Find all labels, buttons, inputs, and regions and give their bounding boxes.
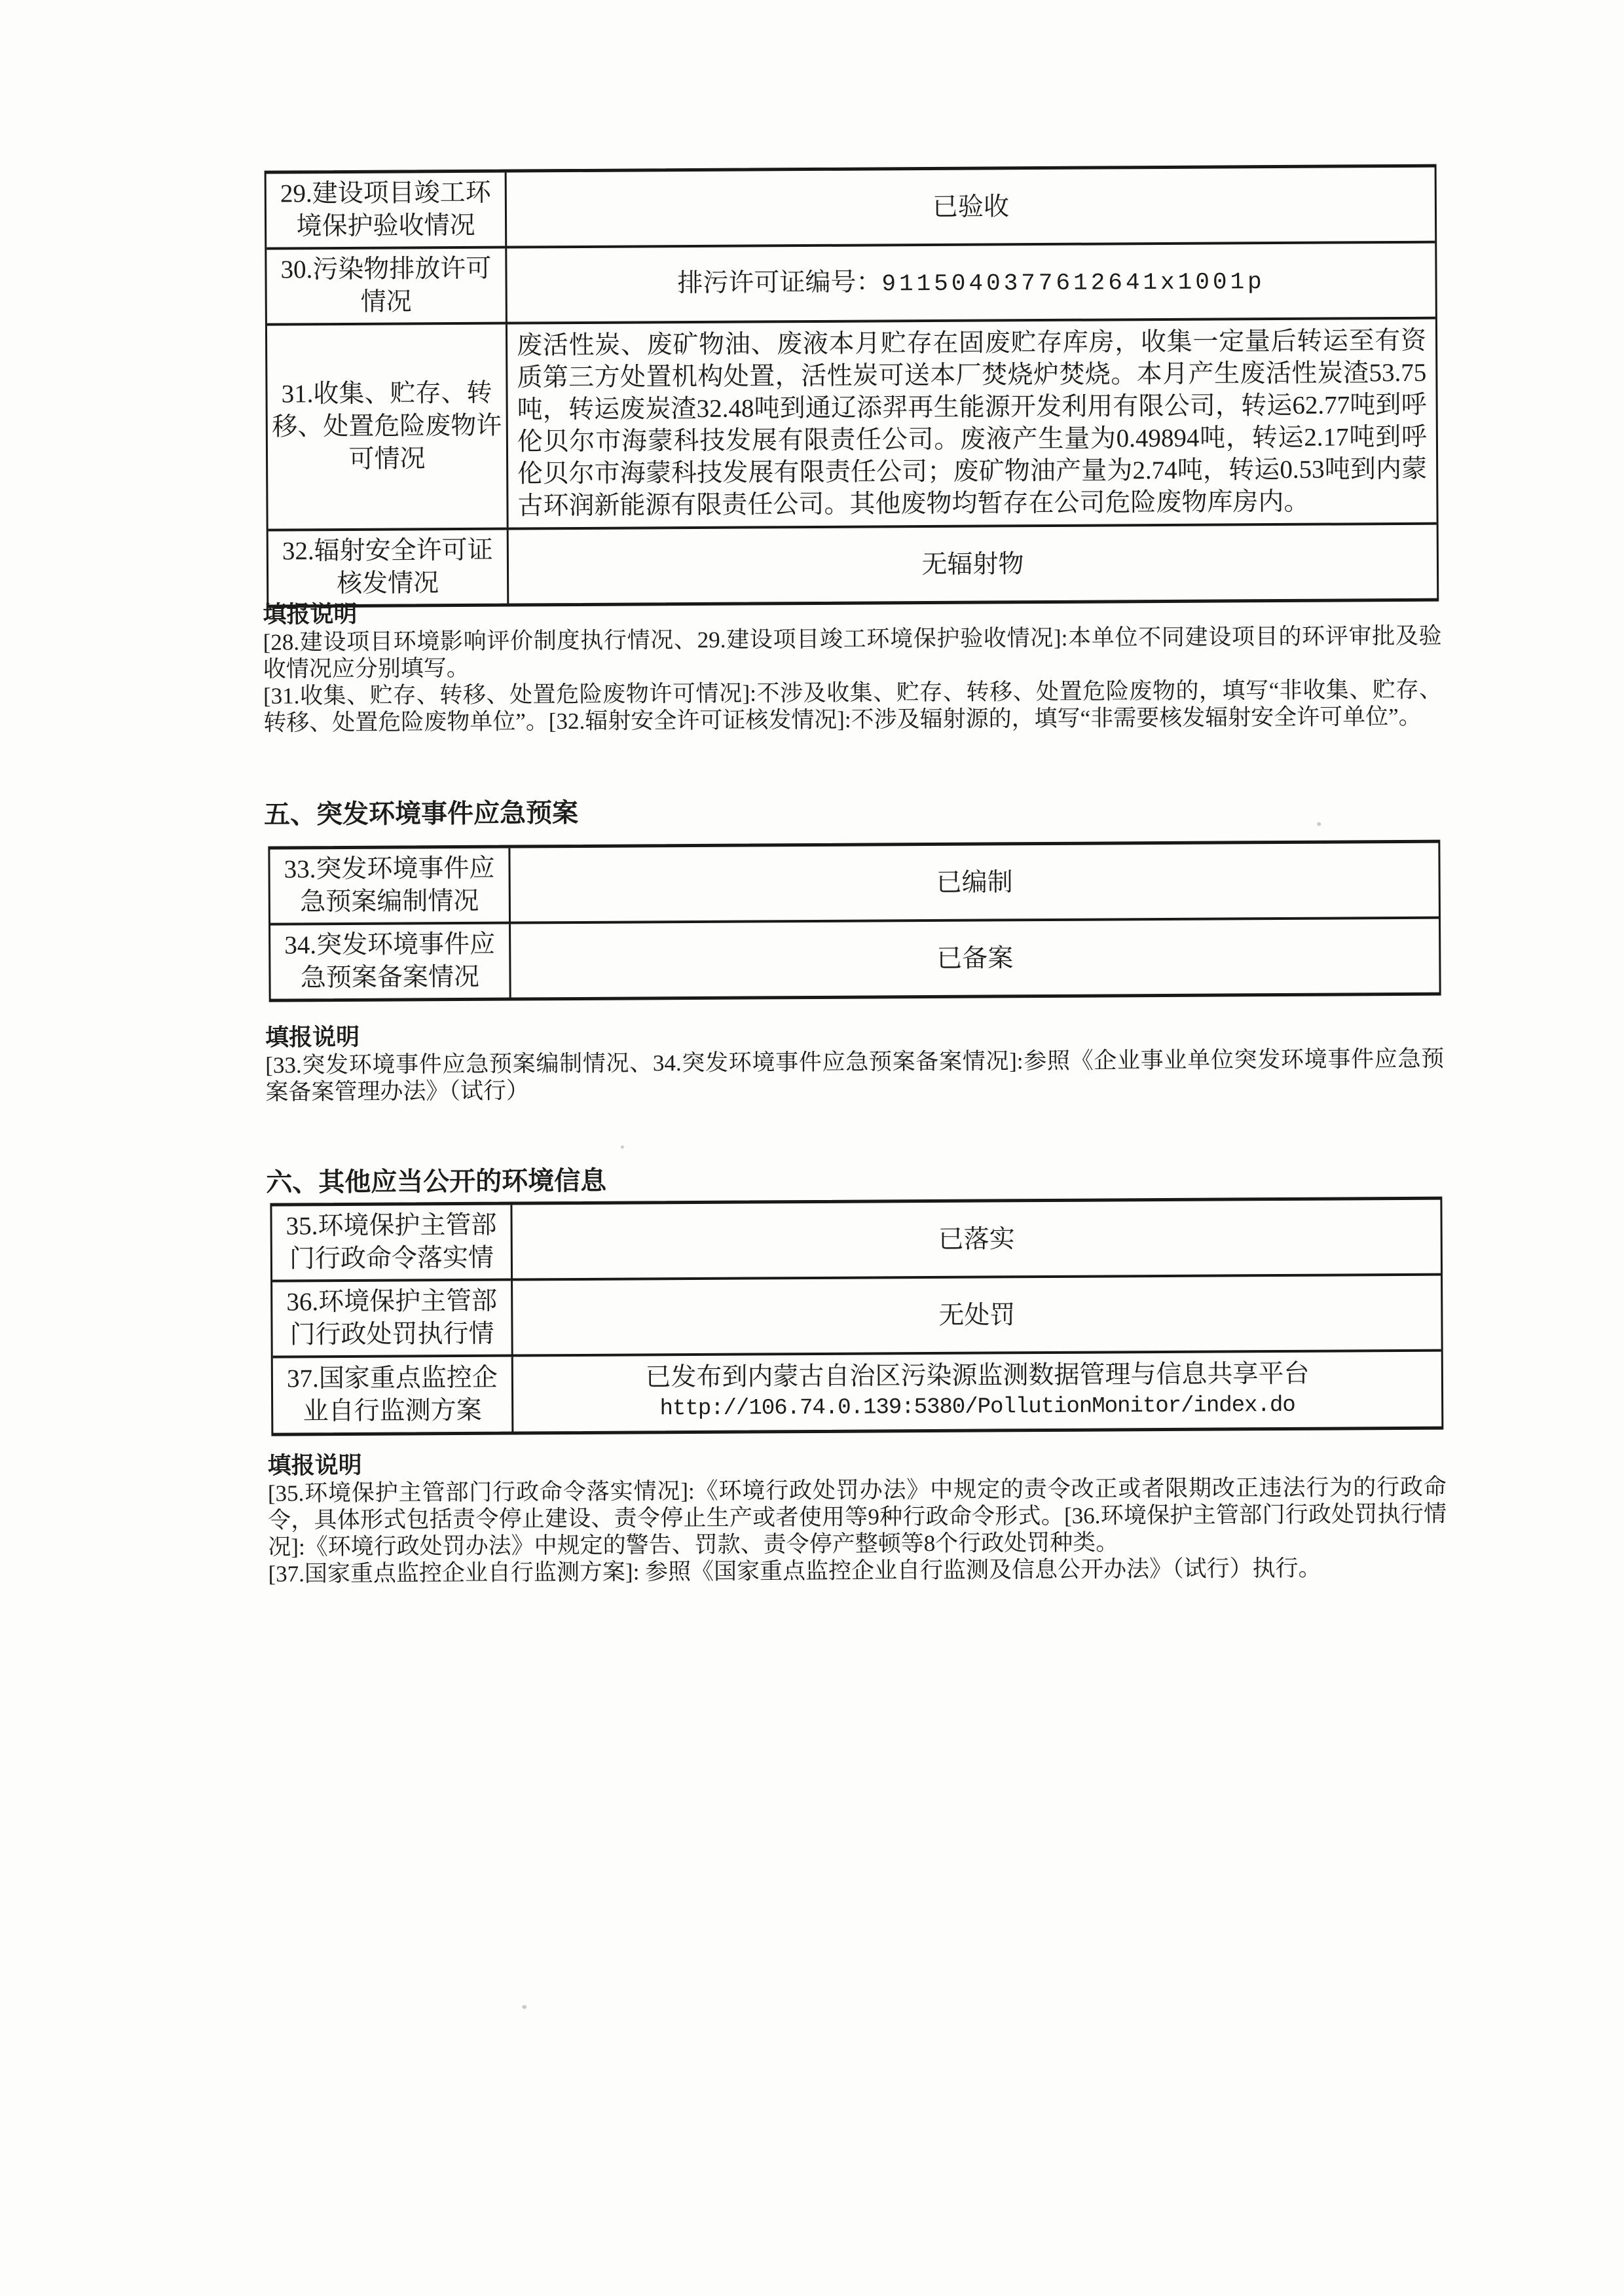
notes-2-paragraph-33-34: [33.突发环境事件应急预案编制情况、34.突发环境事件应急预案备案情况]:参照《企业事业单位突发环境事件应急预案备案管理办法》（试行） bbox=[265, 1046, 1445, 1105]
row-35-label: 35.环境保护主管部门行政命令落实情 bbox=[272, 1205, 513, 1280]
row-36-label: 36.环境保护主管部门行政处罚执行情 bbox=[272, 1281, 513, 1356]
self-monitoring-platform-text: 已发布到内蒙古自治区污染源监测数据管理与信息共享平台 bbox=[645, 1359, 1310, 1392]
row-32-label: 32.辐射安全许可证核发情况 bbox=[268, 530, 509, 605]
row-37-value bbox=[513, 1352, 1442, 1432]
row-30-label: 30.污染物排放许可情况 bbox=[267, 249, 507, 323]
other-disclosure-table bbox=[270, 1197, 1443, 1436]
table-row-32 bbox=[268, 522, 1437, 605]
notes-block-2 bbox=[265, 1017, 1445, 1106]
table-row-33 bbox=[270, 843, 1439, 923]
notes-3-paragraph-35-36: [35.环境保护主管部门行政命令落实情况]:《环境行政处罚办法》中规定的责令改正或者限期改正违法行为的行政命令，具体形式包括责令停止建设、责令停止生产或者使用等9种行政命令形式。[36.环境保护主管部门行政处罚执行情况]:《环境行政处罚办法》中规定的警告、罚款、责令停产整顿等8个行政处罚种类。 bbox=[267, 1474, 1447, 1560]
section-5-heading: 五、突发环境事件应急预案 bbox=[263, 797, 579, 829]
row-34-value: 已备案 bbox=[936, 943, 1014, 973]
notes-3-paragraph-37: [37.国家重点监控企业自行监测方案]: 参照《国家重点监控企业自行监测及信息公开办法》（试行）执行。 bbox=[268, 1555, 1321, 1587]
row-36-value: 无处罚 bbox=[938, 1300, 1016, 1330]
table-row-29 bbox=[267, 168, 1435, 247]
row-33-value: 已编制 bbox=[936, 867, 1013, 897]
notes-block-3 bbox=[268, 1445, 1447, 1588]
row-29-value: 已验收 bbox=[932, 192, 1010, 221]
row-33-label: 33.突发环境事件应急预案编制情况 bbox=[270, 848, 511, 923]
table-row-37 bbox=[273, 1349, 1442, 1433]
notes-1-paragraph-28-29: [28.建设项目环境影响评价制度执行情况、29.建设项目竣工环境保护验收情况]:本单位不同建设项目的环评审批及验收情况应分别填写。 bbox=[263, 623, 1442, 682]
notes-3-title: 填报说明 bbox=[267, 1451, 362, 1479]
row-30-value bbox=[507, 244, 1435, 322]
table-row-34 bbox=[270, 917, 1439, 999]
row-32-value: 无辐射物 bbox=[921, 549, 1024, 579]
permit-number-code: 9115040377612641x1001p bbox=[881, 268, 1265, 298]
table-row-30 bbox=[267, 241, 1435, 323]
scan-speck bbox=[522, 2005, 526, 2009]
row-29-label: 29.建设项目竣工环境保护验收情况 bbox=[267, 173, 507, 247]
section-6-heading: 六、其他应当公开的环境信息 bbox=[266, 1165, 607, 1197]
permit-number-caption: 排污许可证编号： bbox=[677, 268, 882, 298]
permit-number-line bbox=[677, 264, 1265, 301]
row-37-label: 37.国家重点监控企业自行监测方案 bbox=[273, 1357, 514, 1433]
notes-1-title: 填报说明 bbox=[263, 600, 358, 628]
row-31-label: 31.收集、贮存、转移、处置危险废物许可情况 bbox=[267, 325, 509, 529]
notes-block-1 bbox=[263, 594, 1442, 737]
row-35-value: 已落实 bbox=[938, 1224, 1015, 1254]
permits-table bbox=[265, 164, 1439, 608]
self-monitoring-platform-url: http://106.74.0.139:5380/PollutionMonitor/index.do bbox=[659, 1393, 1295, 1422]
scan-speck bbox=[621, 1146, 624, 1149]
notes-1-paragraph-31-32: [31.收集、贮存、转移、处置危险废物许可情况]:不涉及收集、贮存、转移、处置危险废物的，填写“非收集、贮存、转移、处置危险废物单位”。[32.辐射安全许可证核发情况]:不涉及辐射源的，填写“非需要核发辐射安全许可单位”。 bbox=[263, 676, 1443, 736]
emergency-plan-table bbox=[268, 840, 1441, 1002]
table-row-36 bbox=[272, 1273, 1441, 1356]
table-row-35 bbox=[272, 1200, 1441, 1280]
table-row-31 bbox=[267, 317, 1437, 529]
row-34-label: 34.突发环境事件应急预案备案情况 bbox=[270, 924, 511, 999]
row-31-value: 废活性炭、废矿物油、废液本月贮存在固废贮存库房，收集一定量后转运至有资质第三方处置机构处置，活性炭可送本厂焚烧炉焚烧。本月产生废活性炭渣53.75吨，转运废炭渣32.48吨到通辽添羿再生能源开发利用有限公司，转运62.77吨到呼伦贝尔市海蒙科技发展有限责任公司。废液产生量为0.49894吨，转运2.17吨到呼伦贝尔市海蒙科技发展有限责任公司；废矿物油产量为2.74吨，转运0.53吨到内蒙古环润新能源有限责任公司。其他废物均暂存在公司危险废物库房内。 bbox=[516, 326, 1428, 520]
notes-2-title: 填报说明 bbox=[265, 1023, 360, 1051]
scan-speck bbox=[1317, 822, 1321, 826]
